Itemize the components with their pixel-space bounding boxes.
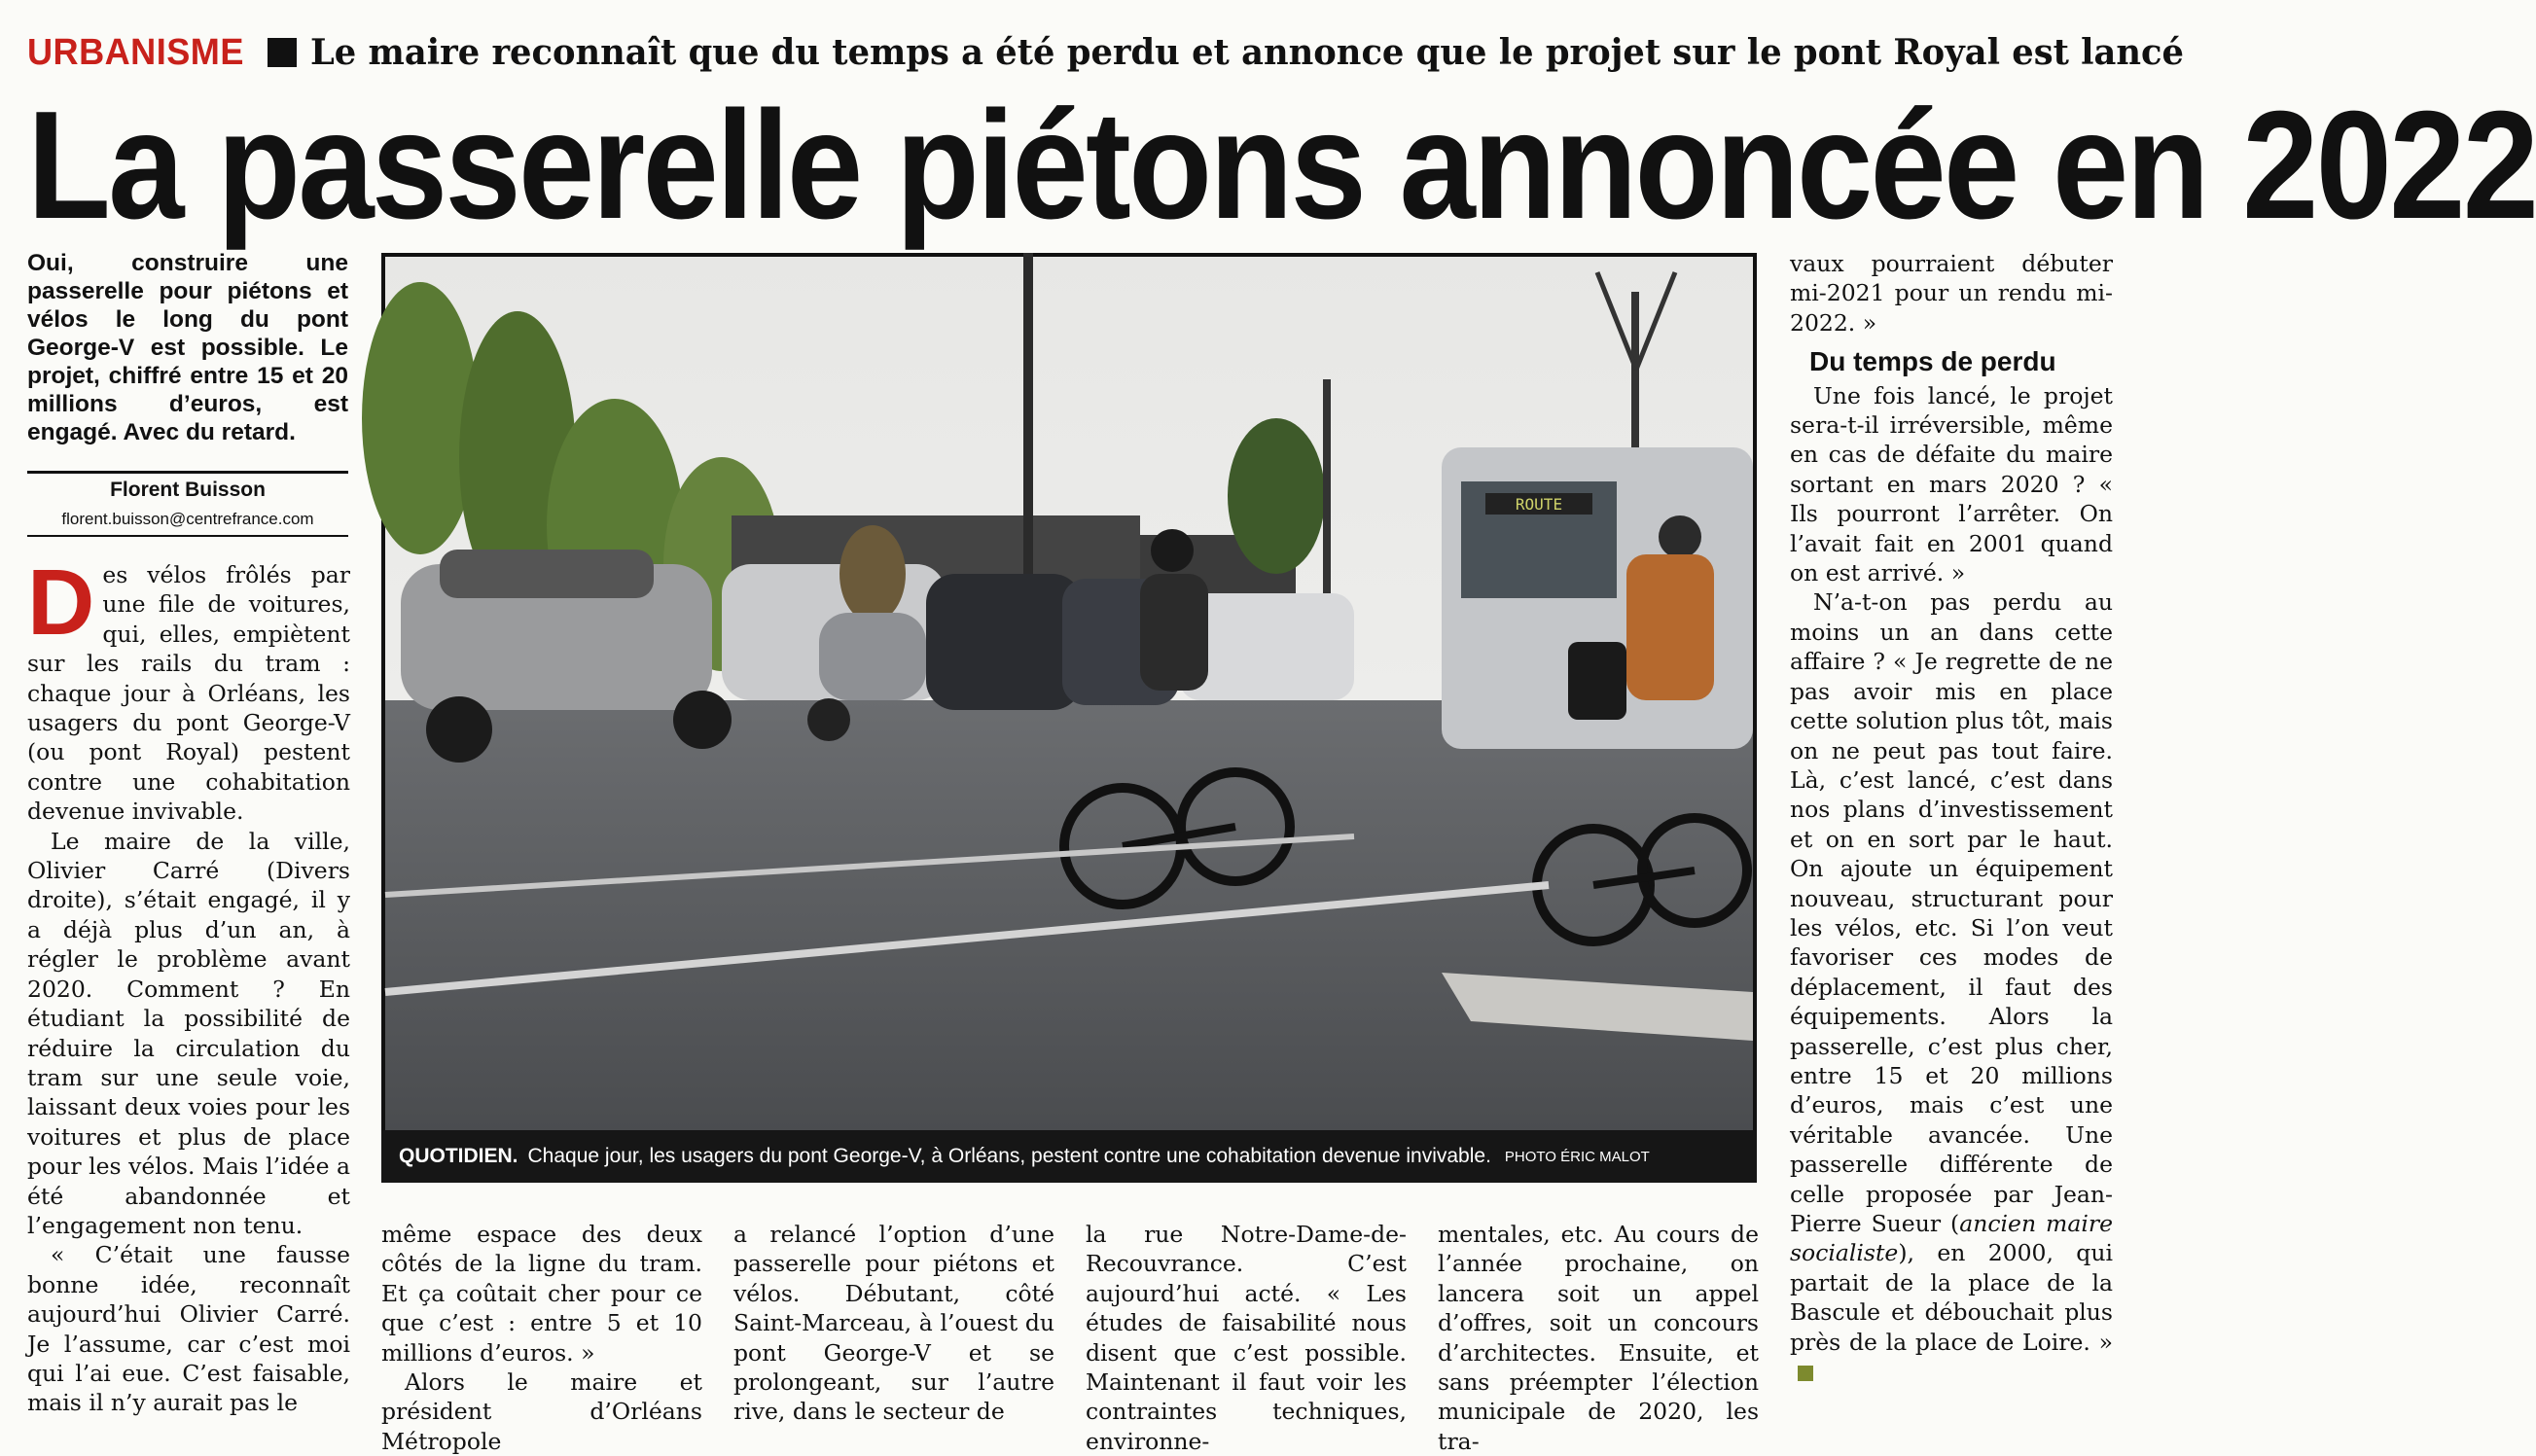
body-paragraph: Alors le maire et président d’Orléans Métropole — [381, 1368, 702, 1455]
author-name: Florent Buisson — [110, 479, 266, 501]
byline-rule-top — [27, 471, 348, 474]
first-paragraph: Des vélos frôlés par une file de voitures, qui, elles, empiètent sur les rails du tram : chaque jour à Orléans, les usagers du pont George-V (ou pont Royal) pestent contre une cohabitation devenue invivable. — [27, 550, 350, 826]
body-paragraph: mentales, etc. Au cours de l’année prochaine, on lancera soit un appel d’offres, soit un concours d’architectes. Ensuite, et sans préempter l’élection municipale de 2020, les tra- — [1438, 1221, 1759, 1455]
caption-kicker: QUOTIDIEN. — [399, 1145, 518, 1167]
body-paragraph: « C’était une fausse bonne idée, reconnaît aujourd’hui Olivier Carré. Je l’assume, car c’est moi qui l’ai eue. C’est faisable, mais il n’y aurait pas le — [27, 1241, 350, 1417]
body-paragraph: la rue Notre-Dame-de-Recouvrance. C’est aujourd’hui acté. « Les études de faisabilité nous disent que c’est possible. Maintenant il faut voir les contraintes techniques, environne- — [1086, 1221, 1407, 1455]
headline: La passerelle piétons annoncée en 2022 — [27, 80, 2536, 251]
tram-destination-sign: ROUTE — [1515, 495, 1563, 514]
section-kicker: URBANISME — [27, 31, 244, 73]
body-paragraph: Une fois lancé, le projet sera-t-il irréversible, même en cas de défaite du maire sortant en mars 2020 ? « Ils pourront l’arrêter. On l’avait fait en 2001 quand on est arrivé. » — [1790, 381, 2113, 587]
separator-square-icon — [268, 38, 297, 67]
intertitle: Du temps de perdu — [1809, 346, 2056, 377]
body-column-5 — [1438, 1220, 1759, 1456]
author-email: florent.buisson@centrefrance.com — [61, 510, 314, 528]
header-bar — [27, 25, 2222, 80]
photo-credit: PHOTO ÉRIC MALOT — [1504, 1148, 1650, 1165]
end-mark-icon — [1798, 1366, 1813, 1381]
body-paragraph: N’a-t-on pas perdu au moins un an dans cette affaire ? « Je regrette de ne pas avoir mis en place cette solution plus tôt, mais on ne peut pas tout faire. Là, c’est lancé, c’est dans nos plans d’investissement et on en sort par le haut. On ajoute un équipement nouveau, structurant pour les vélos, etc. Si l’on veut favoriser ces modes de déplacement, il faut des équipements. Alors la passerelle, c’est plus cher, entre 15 et 20 millions d’euros, mais c’est une véritable avancée. Une passerelle différente de celle proposée par Jean-Pierre Sueur (ancien maire socialiste), en 2000, qui partait de la place de la Bascule et débouchait plus près de la place de Loire. » — [1790, 587, 2113, 1386]
body-column-4 — [1086, 1220, 1407, 1456]
news-photo — [381, 253, 1757, 1183]
body-column-2 — [381, 1220, 702, 1456]
body-column-right — [1790, 249, 2113, 1386]
caption-text: Chaque jour, les usagers du pont George-V, à Orléans, pestent contre une cohabitation devenue invivable. — [527, 1145, 1491, 1167]
body-paragraph: vaux pourraient débuter mi-2021 pour un rendu mi-2022. » — [1790, 250, 2113, 337]
subheadline: Le maire reconnaît que du temps a été perdu et annonce que le projet sur le pont Royal est lancé — [309, 32, 2184, 73]
body-paragraph: Le maire de la ville, Olivier Carré (Divers droite), s’était engagé, il y a déjà plus d’un an, à régler le problème avant 2020. Comment ? En étudiant la possibilité de réduire la circulation du tram sur une seule voie, laissant deux voies pour les voitures et plus de place pour les vélos. Mais l’idée a été abandonnée et l’engagement non tenu. — [27, 827, 350, 1239]
photo-caption — [381, 1130, 1757, 1183]
byline-rule-bottom — [27, 535, 348, 537]
body-paragraph: a relancé l’option d’une passerelle pour piétons et vélos. Débutant, côté Saint-Marceau, à l’ouest du pont George-V et se prolongeant, sur l’autre rive, dans le secteur de — [733, 1221, 1054, 1426]
body-column-1 — [27, 550, 350, 1418]
body-paragraph: même espace des deux côtés de la ligne du tram. Et ça coûtait cher pour ce que c’est : entre 5 et 10 millions d’euros. » — [381, 1221, 702, 1367]
dropcap: D — [27, 550, 95, 655]
body-column-3 — [733, 1220, 1054, 1427]
lead-paragraph: Oui, construire une passerelle pour piétons et vélos le long du pont George-V est possible. Le projet, chiffré entre 15 et 20 millions d’euros, est engagé. Avec du retard. — [27, 250, 348, 445]
italic-aside: ancien maire socialiste — [1790, 1210, 2113, 1267]
